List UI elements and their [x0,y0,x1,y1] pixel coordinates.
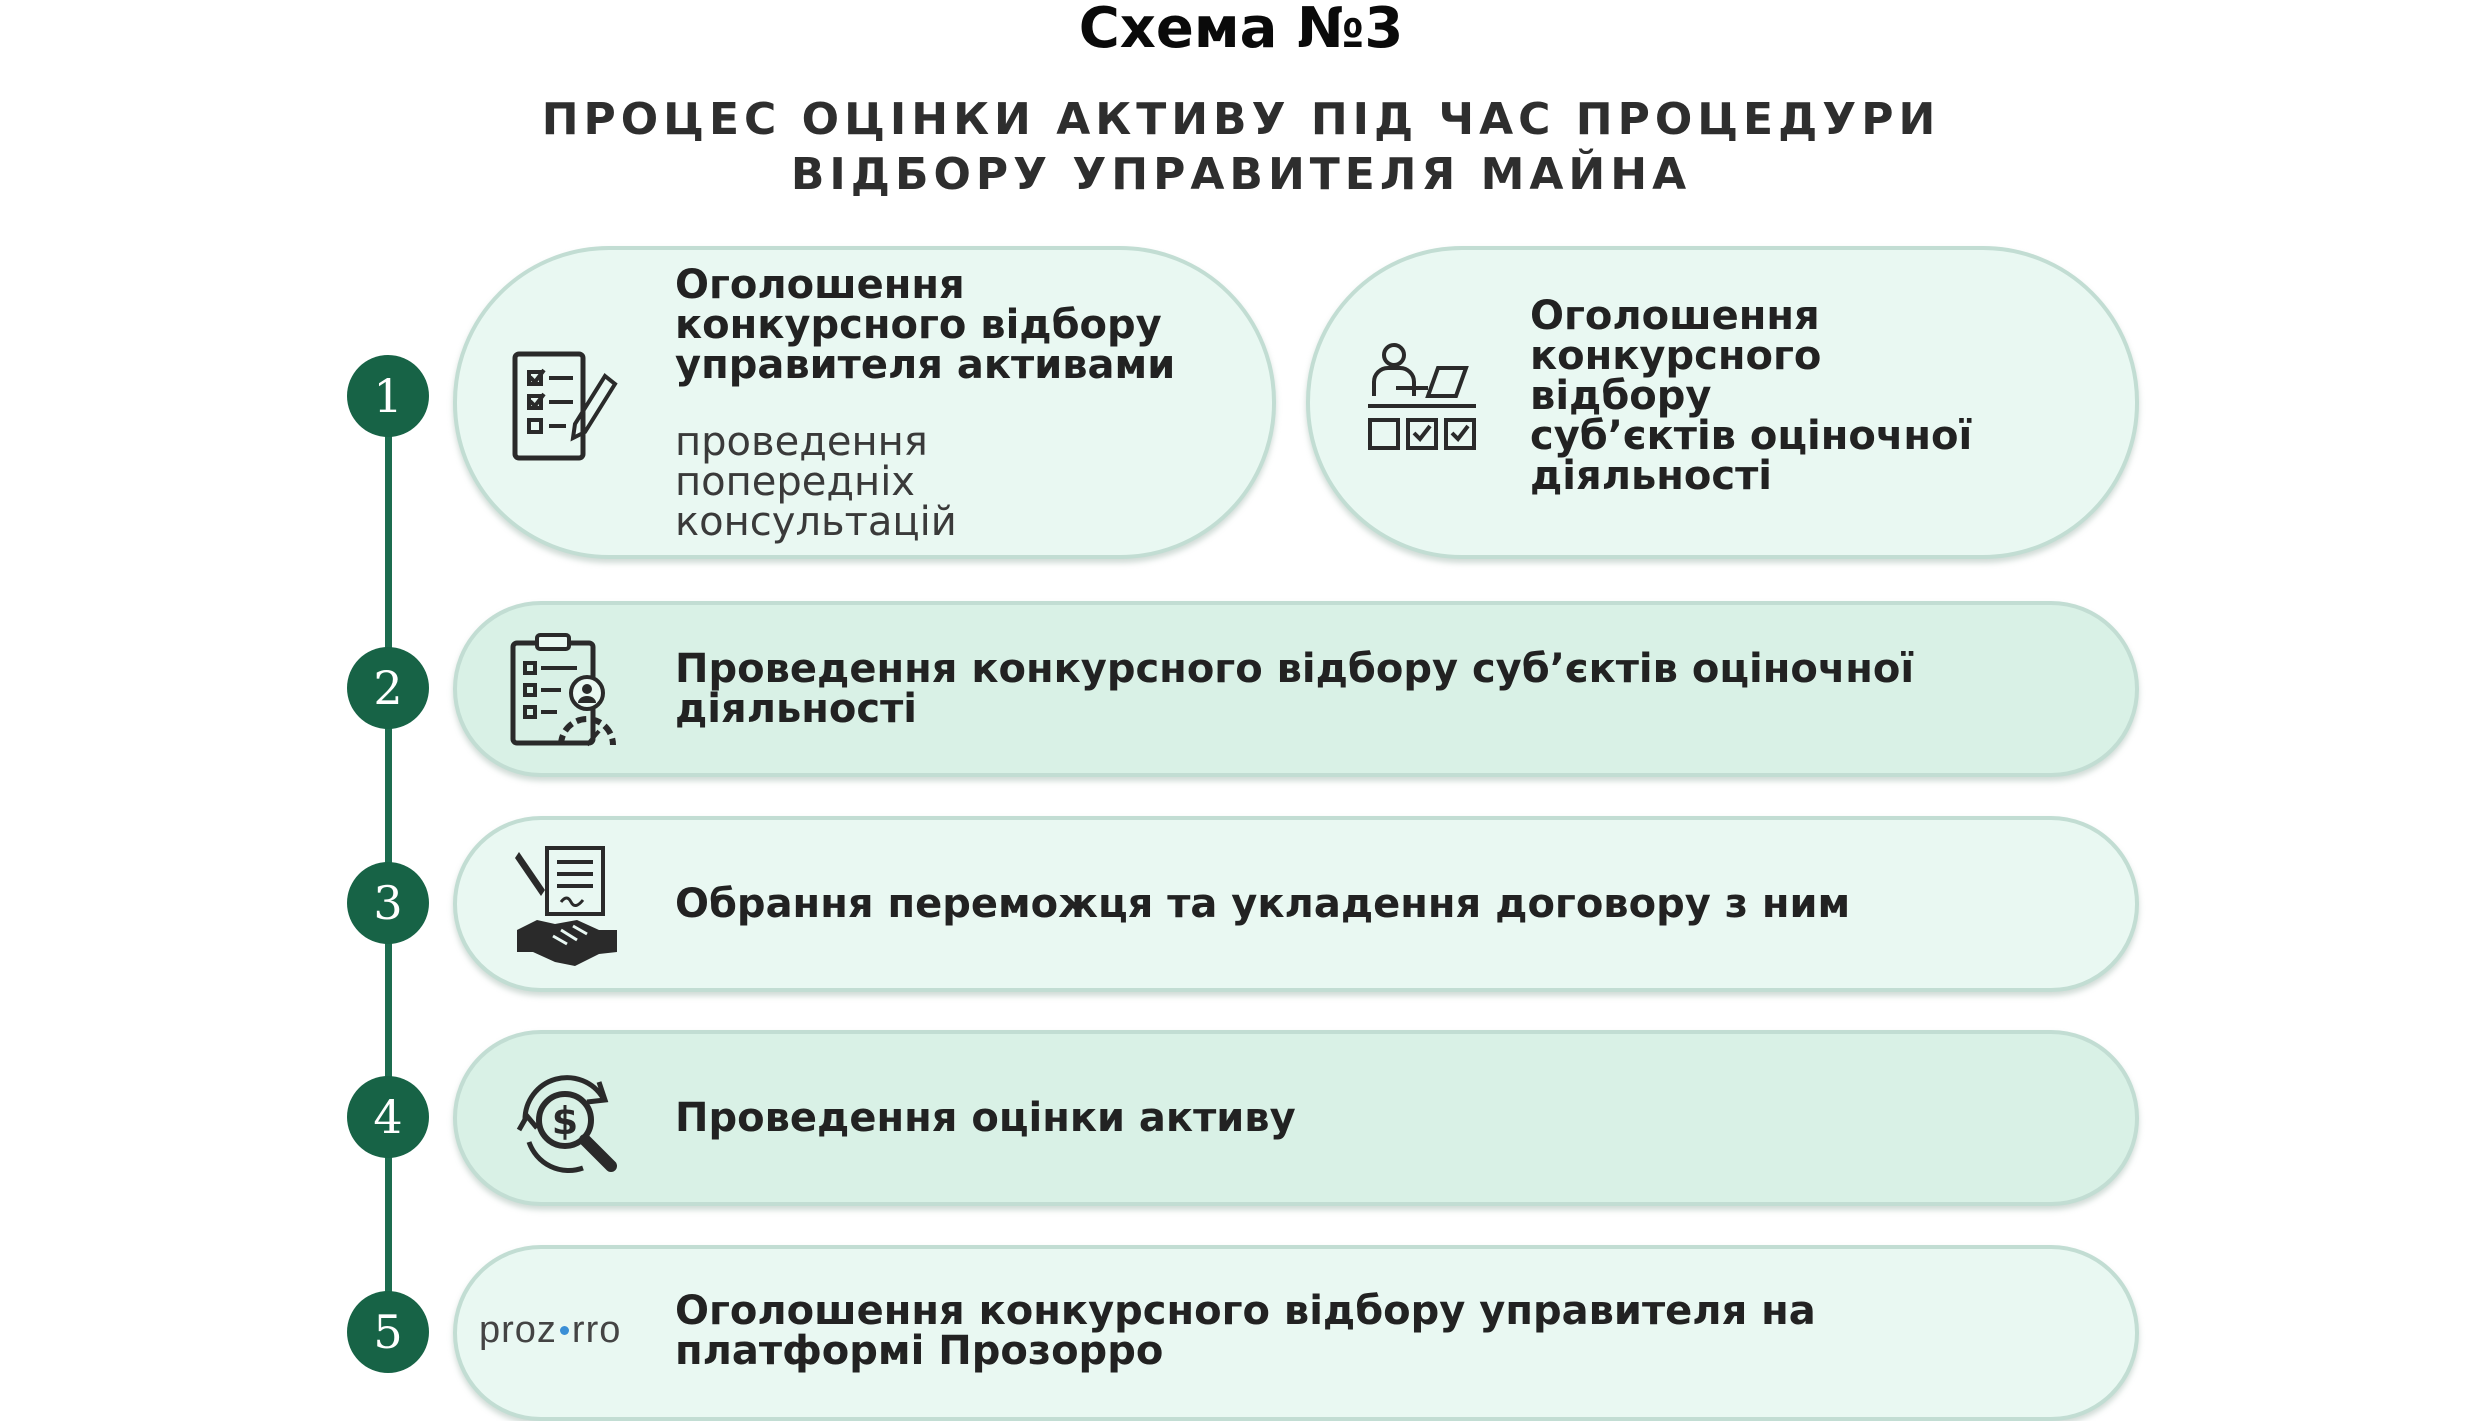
contract-handshake-icon [513,844,623,966]
step-4-title [675,1095,1296,1141]
step-1-left-note-line: проведення [675,419,928,465]
step-1-right-title [1530,293,1973,499]
step-1-left-title-line: Оголошення [675,262,965,308]
step-1-right-title-line: конкурсного [1530,333,1822,379]
subtitle-line-2: ВІДБОРУ УПРАВИТЕЛЯ МАЙНА [790,149,1692,200]
step-number-4: 4 [347,1076,429,1158]
step-number-3: 3 [347,862,429,944]
step-5-title-line: платформі Прозорро [675,1328,1164,1374]
step-1-left-title [675,262,1176,388]
step-number-1: 1 [347,355,429,437]
step-2-title-line: діяльності [675,686,918,732]
clipboard-person-icon [507,631,623,749]
step-1-left-card [453,246,1276,559]
step-2-title-line: Проведення конкурсного відбору суб’єктів оціночної [675,646,1915,692]
prozorro-logo-dot [560,1326,569,1335]
prozorro-logo [479,1309,621,1352]
step-1-left-title-line: конкурсного відбору [675,302,1162,348]
step-5-card [453,1245,2139,1421]
step-1-left-note-line: попередніх [675,459,915,505]
step-1-left-note [675,419,957,545]
step-1-left-note-line: консультацій [675,499,957,545]
step-2-title [675,646,1915,732]
step-4-title-line: Проведення оцінки активу [675,1095,1296,1141]
prozorro-logo-part: rro [571,1309,622,1351]
step-3-card [453,816,2139,992]
prozorro-logo-part: proz [479,1309,557,1351]
checklist-pen-icon [511,346,621,466]
dollar-magnifier-icon [507,1064,627,1180]
svg-text:$: $ [551,1099,579,1143]
step-3-title-line: Обрання переможця та укладення договору з ним [675,881,1851,927]
step-5-title-line: Оголошення конкурсного відбору управителя на [675,1288,1816,1334]
subtitle-line-1: ПРОЦЕС ОЦІНКИ АКТИВУ ПІД ЧАС ПРОЦЕДУРИ [541,94,1941,145]
step-1-right-title-line: суб’єктів оціночної [1530,413,1973,459]
step-1-right-title-line: відбору [1530,373,1712,419]
step-number-5: 5 [347,1291,429,1373]
step-1-right-title-line: Оголошення [1530,293,1820,339]
step-3-title [675,881,1851,927]
scheme-subtitle [0,92,2482,202]
scheme-title: Схема №3 [1078,0,1404,61]
step-number-2: 2 [347,647,429,729]
step-1-right-card [1306,246,2139,559]
person-laptop-checkboxes-icon [1366,342,1478,460]
step-1-left-title-line: управителя активами [675,342,1176,388]
step-1-right-title-line: діяльності [1530,453,1773,499]
step-5-title [675,1288,1816,1374]
step-2-card [453,601,2139,777]
step-4-card [453,1030,2139,1206]
